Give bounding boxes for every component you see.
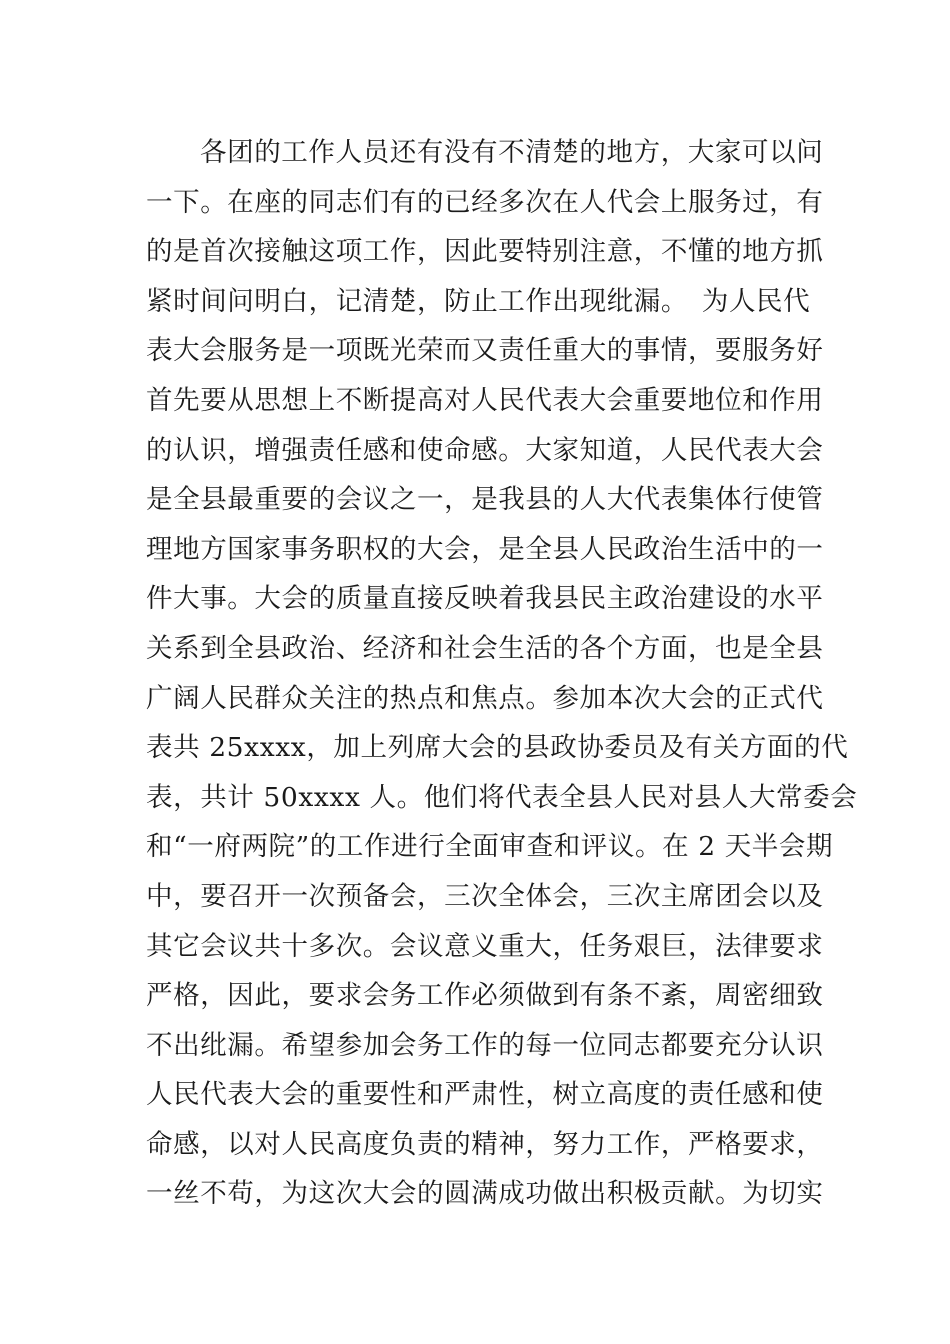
text-line: 广阔人民群众关注的热点和焦点。参加本次大会的正式代 (146, 682, 824, 714)
text-line: 一丝不苟，为这次大会的圆满成功做出积极贡献。为切实 (146, 1178, 824, 1210)
text-line: 关系到全县政治、经济和社会生活的各个方面，也是全县 (146, 632, 824, 664)
text-line: 命感，以对人民高度负责的精神，努力工作，严格要求， (146, 1128, 824, 1160)
text-line: 和“一府两院”的工作进行全面审查和评议。在 2 天半会期 (146, 831, 834, 863)
text-line: 首先要从思想上不断提高对人民代表大会重要地位和作用 (146, 384, 824, 416)
text-line: 的是首次接触这项工作，因此要特别注意，不懂的地方抓 (146, 236, 824, 268)
text-line: 其它会议共十多次。会议意义重大，任务艰巨，法律要求 (146, 930, 824, 962)
text-line: 表共 25xxxx，加上列席大会的县政协委员及有关方面的代 (146, 732, 849, 764)
text-line: 理地方国家事务职权的大会，是全县人民政治生活中的一 (146, 533, 824, 565)
text-line: 各团的工作人员还有没有不清楚的地方，大家可以问 (200, 137, 824, 168)
text-line: 紧时间问明白，记清楚，防止工作出现纰漏。 为人民代 (146, 285, 811, 317)
text-line: 的认识，增强责任感和使命感。大家知道，人民代表大会 (146, 434, 824, 466)
text-line: 人民代表大会的重要性和严肃性，树立高度的责任感和使 (146, 1079, 824, 1111)
text-line: 一下。在座的同志们有的已经多次在人代会上服务过，有 (146, 186, 824, 218)
text-line: 中，要召开一次预备会，三次全体会，三次主席团会以及 (146, 880, 824, 912)
text-line: 表大会服务是一项既光荣而又责任重大的事情，要服务好 (146, 335, 824, 367)
text-line: 件大事。大会的质量直接反映着我县民主政治建设的水平 (146, 583, 824, 615)
text-line: 不出纰漏。希望参加会务工作的每一位同志都要充分认识 (146, 1029, 824, 1061)
body-text (146, 128, 858, 1219)
text-line: 是全县最重要的会议之一，是我县的人大代表集体行使管 (146, 484, 824, 516)
text-line: 表，共计 50xxxx 人。他们将代表全县人民对县人大常委会 (146, 781, 858, 813)
text-line: 严格，因此，要求会务工作必须做到有条不紊，周密细致 (146, 980, 824, 1012)
